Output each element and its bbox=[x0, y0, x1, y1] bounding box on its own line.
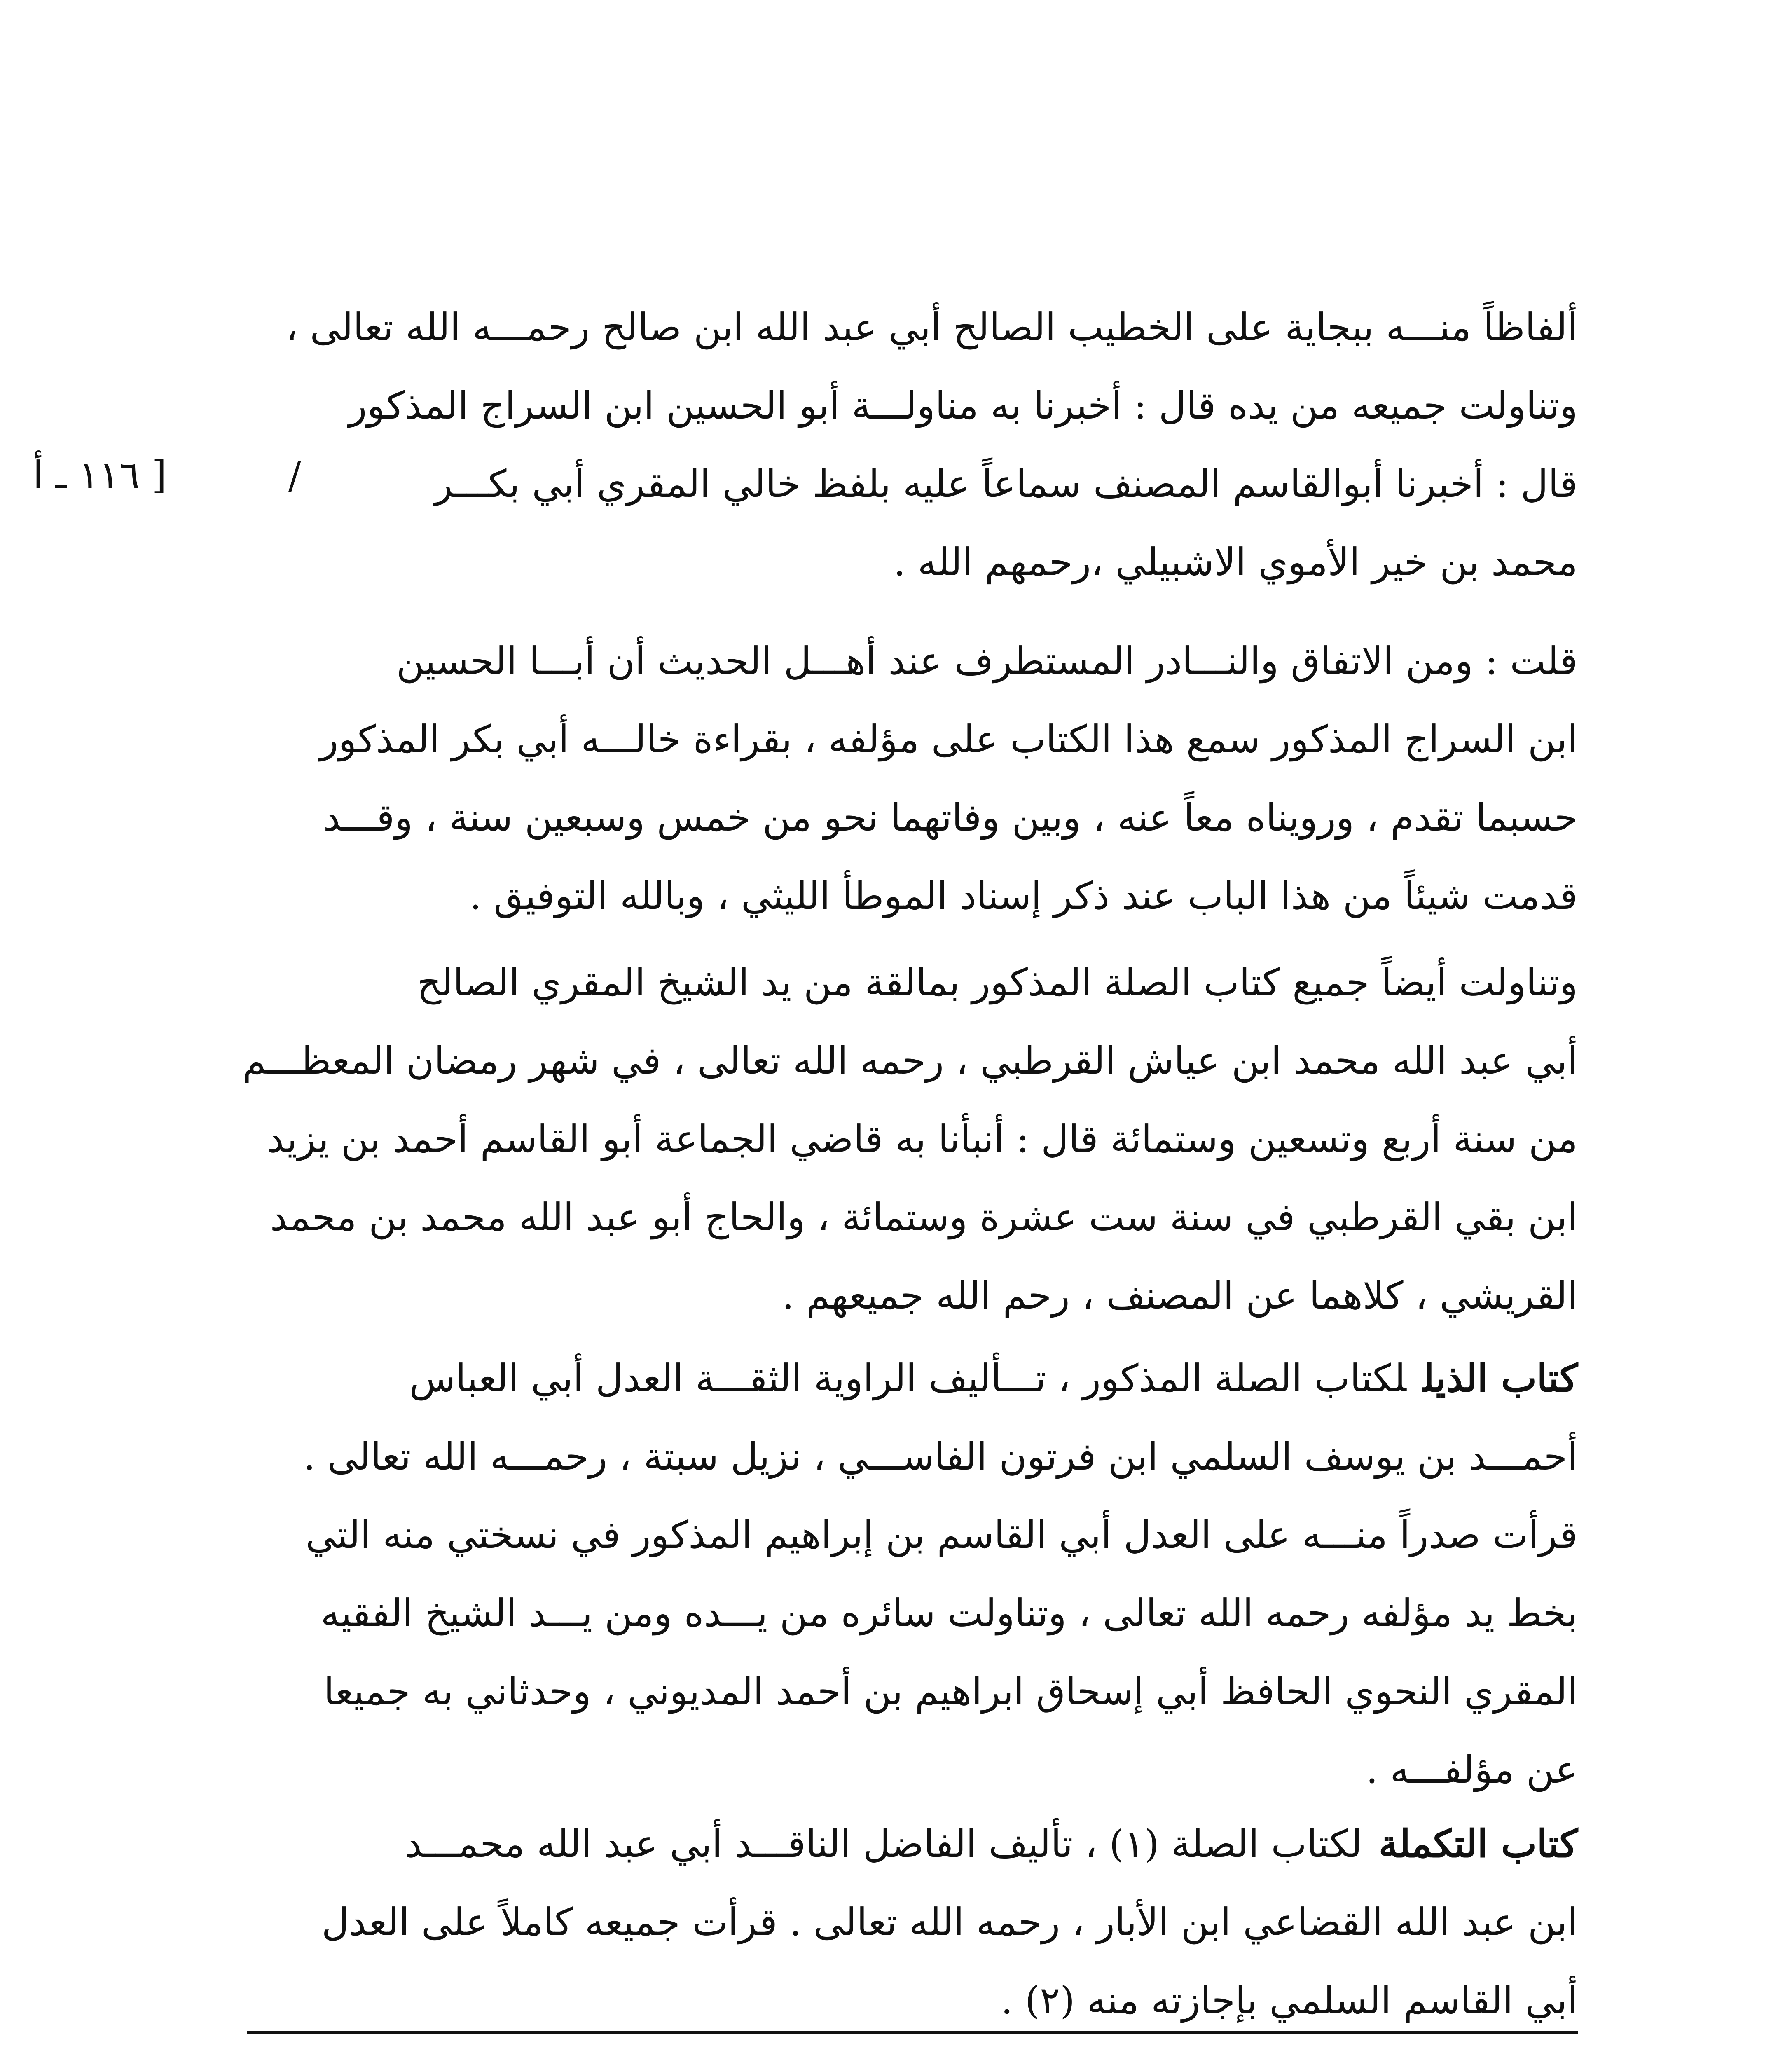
paragraph-2 bbox=[216, 622, 1578, 935]
text-line: أبي القاسم السلمي بإجازته منه (٢) . bbox=[1001, 1978, 1578, 2023]
text-line: أبي عبد الله محمد ابن عياش القرطبي ، رحمه الله تعالى ، في شهر رمضان المعظـــم bbox=[242, 1039, 1578, 1083]
text-line: حسبما تقدم ، ورويناه معاً عنه ، وبين وفاتهما نحو من خمس وسبعين سنة ، وقـــد bbox=[323, 796, 1578, 840]
text-line: قلت : ومن الاتفاق والنـــادر المستطرف عند أهـــل الحديث أن أبـــا الحسين bbox=[396, 639, 1578, 683]
paragraph-4 bbox=[216, 1339, 1578, 1809]
text-line: ابن بقي القرطبي في سنة ست عشرة وستمائة ، والحاج أبو عبد الله محمد بن محمد bbox=[270, 1195, 1578, 1239]
text-line: بخط يد مؤلفه رحمه الله تعالى ، وتناولت سائره من يـــده ومن يـــد الشيخ الفقيه bbox=[321, 1591, 1578, 1635]
text-line: قدمت شيئاً من هذا الباب عند ذكر إسناد الموطأ الليثي ، وبالله التوفيق . bbox=[469, 874, 1578, 918]
text-line: من سنة أربع وتسعين وستمائة قال : أنبأنا به قاضي الجماعة أبو القاسم أحمد بن يزيد bbox=[267, 1117, 1578, 1161]
text-line: القريشي ، كلاهما عن المصنف ، رحم الله جميعهم . bbox=[782, 1273, 1578, 1318]
text-line bbox=[216, 1339, 1578, 1418]
section-heading: كتاب الذيل bbox=[1422, 1356, 1578, 1400]
text-segment: لكتاب الصلة (١) ، تأليف الفاضل الناقـــد أبي عبد الله محمـــد bbox=[405, 1822, 1362, 1866]
margin-folio-note: [ ١١٦ ـ أ bbox=[33, 453, 167, 497]
text-line: ابن عبد الله القضاعي ابن الأبار ، رحمه الله تعالى . قرأت جميعه كاملاً على العدل bbox=[321, 1900, 1578, 1944]
text-line: وتناولت جميعه من يده قال : أخبرنا به مناولـــة أبو الحسين ابن السراج المذكور bbox=[349, 384, 1578, 428]
text-line: ابن السراج المذكور سمع هذا الكتاب على مؤلفه ، بقراءة خالـــه أبي بكر المذكور bbox=[320, 717, 1578, 761]
paragraph-3 bbox=[216, 943, 1578, 1335]
text-line: قال : أخبرنا أبوالقاسم المصنف سماعاً عليه بلفظ خالي المقري أبي بكـــر bbox=[434, 462, 1578, 506]
text-line: قرأت صدراً منـــه على العدل أبي القاسم بن إبراهيم المذكور في نسختي منه التي bbox=[305, 1513, 1578, 1557]
section-heading: كتاب التكملة bbox=[1378, 1821, 1578, 1866]
margin-slash: / bbox=[288, 453, 301, 497]
paragraph-1 bbox=[216, 288, 1578, 602]
text-line: محمد بن خير الأموي الاشبيلي ،رحمهم الله . bbox=[894, 540, 1578, 584]
footnote-divider bbox=[247, 2031, 1578, 2034]
text-line: عن مؤلفـــه . bbox=[1366, 1748, 1578, 1792]
paragraph-5 bbox=[216, 1805, 1578, 2040]
text-segment: لكتاب الصلة المذكور ، تـــأليف الراوية الثقـــة العدل أبي العباس bbox=[409, 1356, 1406, 1400]
text-line bbox=[216, 1805, 1578, 1883]
text-line: وتناولت أيضاً جميع كتاب الصلة المذكور بمالقة من يد الشيخ المقري الصالح bbox=[417, 960, 1578, 1004]
text-line: المقري النحوي الحافظ أبي إسحاق ابراهيم بن أحمد المديوني ، وحدثاني به جميعا bbox=[323, 1669, 1578, 1714]
text-line: ألفاظاً منـــه ببجاية على الخطيب الصالح أبي عبد الله ابن صالح رحمـــه الله تعالى ، bbox=[285, 305, 1578, 349]
text-line: أحمـــد بن يوسف السلمي ابن فرتون الفاســـي ، نزيل سبتة ، رحمـــه الله تعالى . bbox=[303, 1435, 1578, 1479]
